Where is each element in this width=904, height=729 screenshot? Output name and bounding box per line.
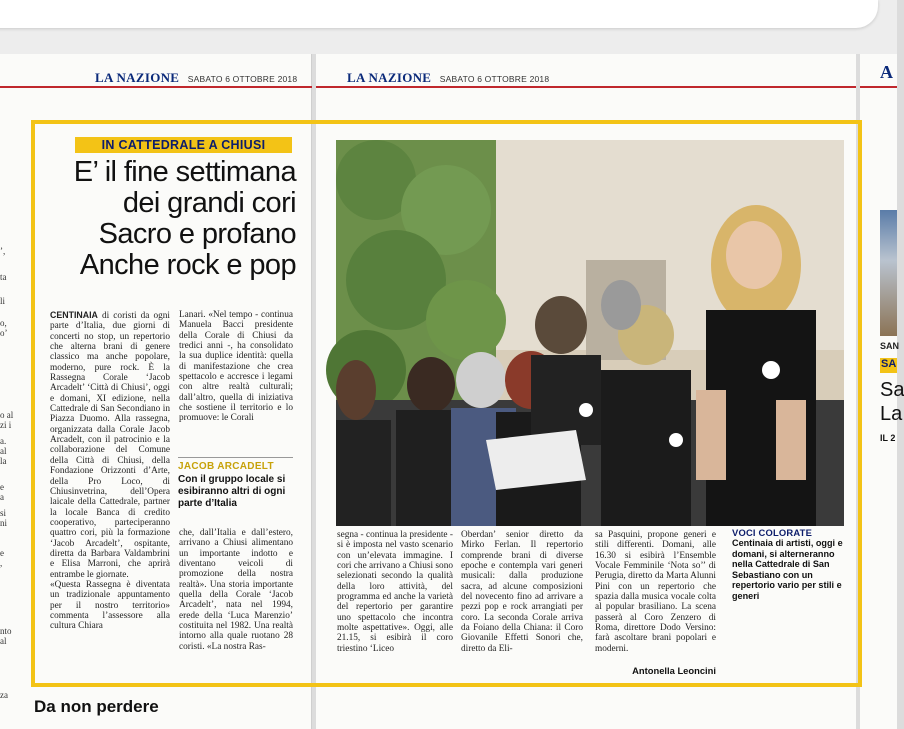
column-fragment: zi i: [0, 420, 12, 430]
article-column-1: [50, 310, 170, 632]
issue-date: SABATO 6 OTTOBRE 2018: [439, 74, 550, 84]
next-page-logo: A: [880, 62, 893, 82]
headline-line: Sa: [880, 379, 904, 401]
masthead-left: [95, 69, 297, 87]
column-fragment: ,: [0, 558, 3, 568]
column-text: sa Pasquini, propone generi e stili differenti. Domani, alle 16.30 si esibirà l’Ensemble Vocale Femminile ‘Nota so’’ di Perugia, diretto da Marta Alunni Pini con un repertorio che spazia dalla musica vocale colta al popular brasiliano. La scena passerà al Coro Zenzero di Roma, direttore Dodo Versino: farà ascoltare brani popolari e moderni.: [595, 530, 716, 654]
sidebar-kicker: JACOB ARCADELT: [178, 461, 274, 472]
lead-word: CENTINAIA: [50, 310, 98, 320]
next-page-photo: [880, 210, 897, 336]
choir-photo: [336, 140, 844, 526]
top-bar-card: [0, 0, 878, 28]
column-fragment: ’,: [0, 246, 6, 256]
next-page-photo-label: SAN: [880, 341, 900, 351]
article-column-4: [461, 530, 583, 654]
next-page-lead: IL 2: [880, 433, 896, 443]
section-footer: Da non perdere: [34, 697, 159, 716]
article-column-5: [595, 530, 716, 654]
article-headline: [40, 157, 296, 281]
column-fragment: si: [0, 508, 7, 518]
column-fragment: za: [0, 690, 8, 700]
column-fragment: a: [0, 492, 4, 502]
masthead-rule: [316, 86, 856, 88]
author-signature: Antonella Leoncini: [632, 665, 716, 676]
masthead-rule: [860, 86, 897, 88]
next-page-headline: [880, 378, 904, 426]
article-kicker: IN CATTEDRALE A CHIUSI: [75, 137, 292, 153]
issue-date: SABATO 6 OTTOBRE 2018: [187, 74, 298, 84]
sidebar-highlight: [178, 457, 293, 510]
column-text: di coristi da ogni parte d’Italia, due giorni di concerti no stop, un repertorio che alterna brani di genere classico ma anche popolare, moderno, pure rock. È la Rassegna Corale ‘Jacob Arcadelt’ ‘Città di Chiusi’, oggi e domani, XI edizione, nella Cattedrale di San Secondiano in Piazza Duomo. Alla rassegna, organizzata dalla Corale Jacob Arcadelt, con il patrocinio e la collaborazione del Comune della Città di Chiusi, della Fondazione Orizzonti d’Arte, della Pro Loco, di Chiusinvetrina, dell’Opera laicale della Cattedrale, partner la locale Banca di credito cooperativo, parteciperanno quattro cori, più la formazione ‘Jacob Arcadelt’, ospitante, diretta da Barbara Valdambrini e Elisa Marroni, che aprirà entrambe le giornate.: [50, 311, 170, 580]
column-fragment: al: [0, 636, 7, 646]
column-fragment: o al: [0, 410, 14, 420]
column-fragment: ni: [0, 518, 8, 528]
headline-line: dei grandi cori: [122, 187, 296, 219]
headline-line: E’ il fine settimana: [73, 156, 296, 188]
column-fragment: e: [0, 548, 4, 558]
choir-photo-illustration: [336, 140, 844, 526]
sidebar-text: Con il gruppo locale si esibiranno altri di ogni parte d’Italia: [178, 474, 286, 509]
column-text: Oberdan’ senior diretto da Mirko Ferlan. Il repertorio comprende brani di diverse epoche e contempla vari generi musicali: dalla produzione sacra, ad alcune composizioni del novecento fino ad arrivare a pezzi pop e rock arrangiati per coro. La seconda Corale arriva da Foiano della Chiana: il Coro Giovanile Effetti Sonori che, diretto da Eli-: [461, 530, 583, 654]
article-column-2-bottom: [179, 528, 293, 652]
column-text: segna - continua la presidente - si è imposta nel vasto scenario con un’elevata immagine. I cori che arrivano a Chiusi sono selezionati secondo la qualità della loro attività, del programma ed anche la varietà del repertorio per garantire uno spettacolo che incontra molte aspettative». Oggi, alle 21.15, si esibirà il coro triestino ‘Liceo: [337, 530, 453, 654]
headline-line: Sacro e profano: [98, 218, 296, 250]
column-text: Lanari. «Nel tempo - continua Manuela Bacci presidente della Corale di Chiusi da tredici anni -, ha consolidato la sua duplice identità: quella di manifestazione che crea spettacolo e accresce i legami con altre realtà culturali; dall’altro, quella di iniziativa che sostiene il territorio e lo promuove: le Corali: [179, 310, 293, 424]
column-text: «Questa Rassegna è diventata un tradizionale appuntamento per il nostro territorio» commenta l’assessore alla cultura Chiara: [50, 579, 170, 632]
masthead-rule: [0, 86, 312, 88]
column-text: che, dall’Italia e dall’estero, arrivano a Chiusi alimentano un importante indotto e diventano veicoli di promozione della nostra realtà». Una storia importante quella della Corale ‘Jacob Arcadelt’, nata nel 1994, erede della ‘Luca Marenzio’ costituita nel 1982. Una realtà intorno alla quale ruotano 28 coristi. «La nostra Ras-: [179, 528, 293, 652]
next-page-kicker: SA: [880, 358, 897, 373]
article-column-3: [337, 530, 453, 654]
newspaper-logo: LA NAZIONE: [347, 70, 432, 85]
article-column-2-top: [179, 310, 293, 424]
column-fragment: la: [0, 456, 7, 466]
caption-title: VOCI COLORATE: [732, 527, 813, 538]
caption-text: Centinaia di artisti, oggi e domani, si alterneranno nella Cattedrale di San Sebastiano con un repertorio vario per stili e generi: [732, 538, 843, 601]
newspaper-logo: LA NAZIONE: [95, 70, 180, 85]
column-fragment: ta: [0, 272, 7, 282]
app-top-bar: [0, 0, 897, 54]
headline-line: Anche rock e pop: [79, 249, 296, 281]
column-fragment: o,: [0, 318, 7, 328]
column-fragment: e: [0, 482, 4, 492]
column-fragment: a.: [0, 436, 7, 446]
column-fragment: o’: [0, 328, 8, 338]
column-fragment: li: [0, 296, 6, 306]
photo-caption: [732, 527, 852, 602]
column-fragment: al: [0, 446, 7, 456]
masthead-right: [347, 69, 549, 87]
column-fragment: nto: [0, 626, 12, 636]
headline-line: La: [880, 403, 903, 425]
